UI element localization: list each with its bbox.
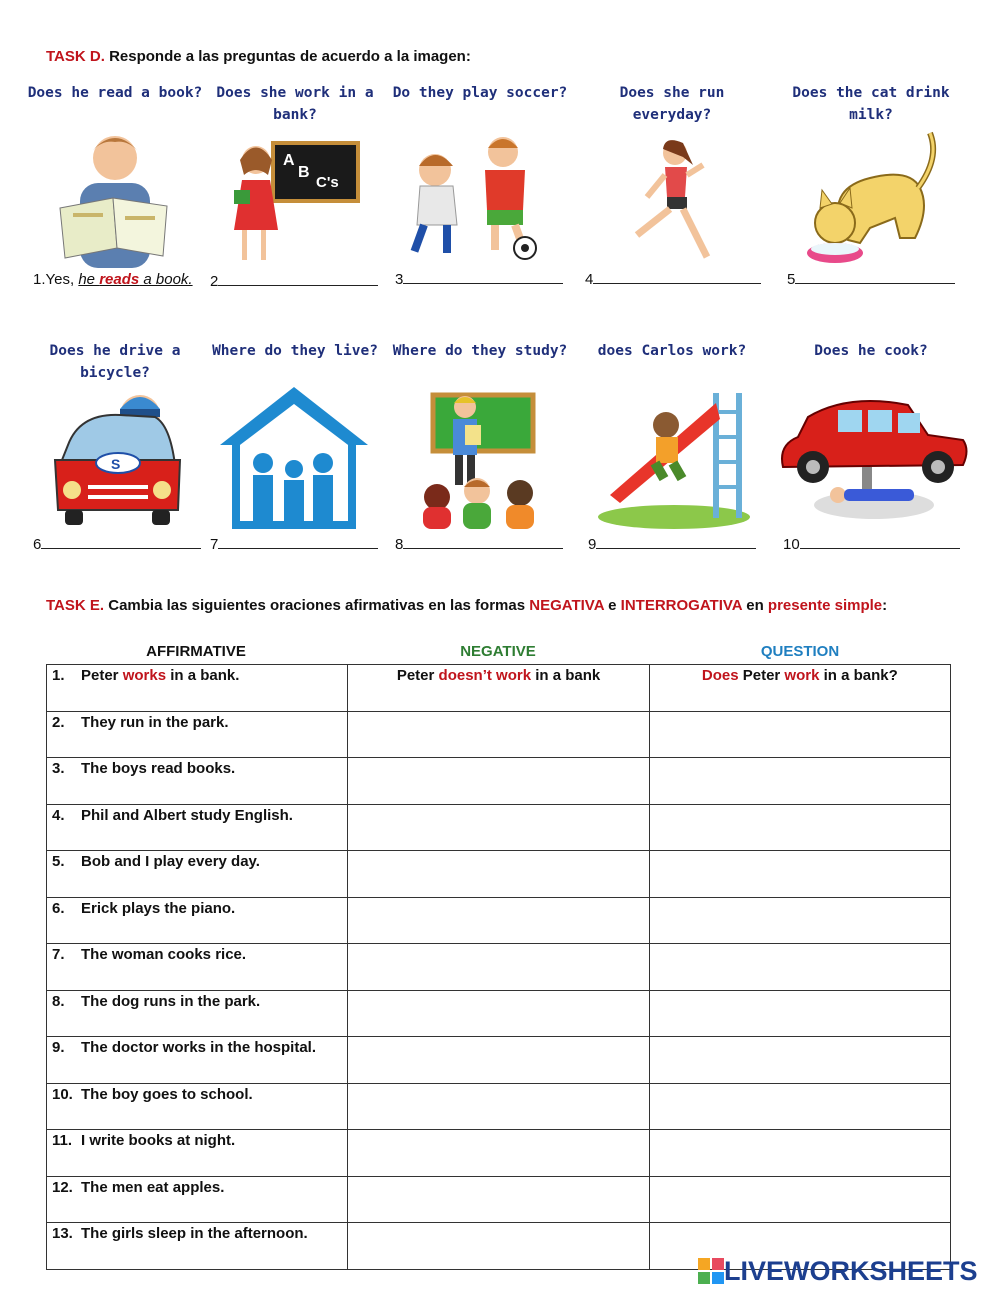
answer-10-line[interactable]	[800, 536, 960, 549]
affirmative-sentence: The woman cooks rice.	[81, 946, 247, 963]
answer-2[interactable]	[210, 273, 378, 290]
question-9: does Carlos work?	[597, 343, 747, 359]
car-driver-icon	[50, 385, 185, 530]
affirmative-cell	[47, 1223, 348, 1270]
runner-icon	[625, 135, 725, 270]
affirmative-sentence: The boy goes to school.	[81, 1085, 253, 1103]
table-row	[47, 758, 951, 805]
row-number: 1.	[52, 667, 65, 684]
negative-answer-cell[interactable]	[348, 851, 649, 898]
liveworksheets-logo-text: LIVEWORKSHEETS	[724, 1255, 978, 1286]
affirmative-cell	[47, 990, 348, 1037]
row-number: 11.	[52, 1132, 73, 1149]
task-e-word-negative: NEGATIVA	[529, 597, 604, 614]
row-number: 12.	[52, 1178, 73, 1196]
answer-3-line[interactable]	[403, 271, 563, 284]
answer-8-num: 8	[395, 536, 404, 553]
negative-answer-cell[interactable]	[348, 1083, 649, 1130]
affirmative-sentence: Bob and I play every day.	[81, 853, 260, 870]
answer-7-line[interactable]	[218, 536, 378, 549]
liveworksheets-logo-icon	[698, 1258, 724, 1284]
answer-4[interactable]	[585, 271, 761, 288]
question-answer-cell[interactable]	[649, 711, 950, 758]
example-neg-post: in a bank	[531, 667, 601, 684]
slide-icon	[598, 385, 750, 530]
example-neg-verb: doesn’t work	[438, 667, 532, 684]
affirmative-sentence: The doctor works in the hospital.	[81, 1039, 317, 1056]
svg-text:S: S	[111, 456, 121, 472]
affirmative-sentence: They run in the park.	[81, 713, 229, 731]
example-q-does: Does	[701, 667, 739, 684]
question-1: Does he read a book?	[27, 85, 203, 101]
answer-9-line[interactable]	[596, 536, 756, 549]
answer-1-pre: he	[78, 271, 100, 288]
soccer-kids-icon	[395, 130, 555, 265]
header-negative: NEGATIVE	[460, 643, 536, 660]
cat-drinking-icon	[800, 128, 945, 273]
question-answer-cell[interactable]	[649, 990, 950, 1037]
house-family-icon	[218, 385, 370, 530]
question-answer-cell[interactable]	[649, 1083, 950, 1130]
row-number: 7.	[52, 946, 65, 963]
question-3: Do they play soccer?	[392, 85, 568, 101]
answer-1-num: 1.	[33, 271, 46, 288]
question-8: Where do they study?	[392, 343, 568, 359]
table-row	[47, 711, 951, 758]
affirmative-sentence: Erick plays the piano.	[81, 899, 236, 917]
affirmative-cell	[47, 897, 348, 944]
answer-7-num: 7	[210, 536, 219, 553]
negative-answer-cell[interactable]	[348, 758, 649, 805]
table-row	[47, 1037, 951, 1084]
answer-9[interactable]	[588, 536, 756, 553]
answer-7[interactable]	[210, 536, 378, 553]
table-row	[47, 944, 951, 991]
answer-9-num: 9	[588, 536, 597, 553]
answer-1-post: a book.	[139, 271, 193, 288]
question-answer-cell[interactable]	[649, 804, 950, 851]
row-number: 5.	[52, 853, 65, 870]
answer-1	[33, 271, 193, 288]
row-number: 4.	[52, 806, 65, 824]
negative-answer-cell[interactable]	[348, 1130, 649, 1177]
answer-5-line[interactable]	[795, 271, 955, 284]
example-aff-post: in a bank.	[166, 667, 240, 684]
task-e-word-tense: presente simple	[767, 597, 883, 614]
row-number: 8.	[52, 992, 65, 1010]
teacher-icon	[228, 135, 363, 270]
example-q-verb: work	[784, 667, 820, 684]
answer-8-line[interactable]	[403, 536, 563, 549]
task-e-word-interrogative: INTERROGATIVA	[620, 597, 743, 614]
answer-1-verb: reads	[99, 271, 140, 288]
answer-6-line[interactable]	[41, 536, 201, 549]
negative-answer-cell[interactable]	[348, 711, 649, 758]
mechanic-car-icon	[778, 395, 970, 525]
negative-answer-cell[interactable]	[348, 990, 649, 1037]
answer-10[interactable]	[783, 536, 960, 553]
question-6: Does he drive a bicycle?	[49, 343, 181, 381]
classroom-icon	[415, 385, 550, 530]
answer-4-num: 4	[585, 271, 594, 288]
question-7: Where do they live?	[212, 343, 378, 359]
svg-text:A: A	[283, 152, 295, 169]
task-e-title	[46, 597, 887, 614]
row-number: 2.	[52, 713, 65, 731]
answer-3-num: 3	[395, 271, 404, 288]
affirmative-cell	[47, 758, 348, 805]
man-reading-icon	[55, 128, 175, 268]
question-2: Does she work in a bank?	[216, 85, 374, 123]
question-answer-cell[interactable]	[649, 897, 950, 944]
affirmative-sentence: I write books at night.	[81, 1132, 236, 1149]
row-number: 13.	[52, 1225, 73, 1242]
task-e-instruction-2: e	[603, 597, 621, 614]
example-q-mid: Peter	[738, 667, 785, 684]
table-row	[47, 804, 951, 851]
svg-text:B: B	[298, 164, 310, 181]
affirmative-cell	[47, 1130, 348, 1177]
negative-answer-cell[interactable]	[348, 1037, 649, 1084]
task-e-label: TASK E.	[46, 597, 105, 614]
affirmative-cell	[47, 1037, 348, 1084]
question-answer-cell[interactable]	[649, 1037, 950, 1084]
answer-10-num: 10	[783, 536, 800, 553]
question-answer-cell[interactable]	[649, 944, 950, 991]
example-neg-pre: Peter	[396, 667, 439, 684]
example-negative	[348, 665, 649, 712]
header-affirmative: AFFIRMATIVE	[146, 643, 246, 660]
affirmative-sentence: The dog runs in the park.	[81, 992, 261, 1010]
task-e-instruction-1: Cambia las siguientes oraciones afirmativas en las formas	[108, 597, 530, 614]
affirmative-cell	[47, 711, 348, 758]
negative-answer-cell[interactable]	[348, 1223, 649, 1270]
answer-2-line[interactable]	[218, 273, 378, 286]
answer-6[interactable]	[33, 536, 201, 553]
affirmative-cell	[47, 1083, 348, 1130]
affirmative-cell	[47, 1176, 348, 1223]
table-row	[47, 851, 951, 898]
question-4: Does she run everyday?	[619, 85, 725, 123]
task-d-instruction: Responde a las preguntas de acuerdo a la imagen:	[109, 48, 471, 65]
negative-answer-cell[interactable]	[348, 944, 649, 991]
affirmative-cell	[47, 944, 348, 991]
answer-2-num: 2	[210, 273, 219, 290]
example-question	[649, 665, 950, 712]
table-row	[47, 1130, 951, 1177]
task-d-title	[46, 48, 471, 65]
answer-1-prefix: Yes,	[45, 271, 79, 288]
answer-8[interactable]	[395, 536, 563, 553]
answer-3[interactable]	[395, 271, 563, 288]
answer-6-num: 6	[33, 536, 42, 553]
svg-text:C's: C's	[316, 174, 339, 191]
question-10: Does he cook?	[814, 343, 928, 359]
negative-answer-cell[interactable]	[348, 897, 649, 944]
row-number: 6.	[52, 899, 65, 917]
affirmative-cell	[47, 851, 348, 898]
task-e-instruction-4: :	[882, 597, 888, 614]
answer-5[interactable]	[787, 271, 955, 288]
affirmative-cell	[47, 804, 348, 851]
exercise-table	[46, 664, 951, 1270]
question-5: Does the cat drink milk?	[792, 85, 950, 123]
table-row	[47, 1176, 951, 1223]
affirmative-sentence: The boys read books.	[81, 760, 236, 777]
answer-5-num: 5	[787, 271, 796, 288]
row-number: 10.	[52, 1085, 73, 1103]
question-answer-cell[interactable]	[649, 851, 950, 898]
row-number: 3.	[52, 760, 65, 777]
header-question: QUESTION	[760, 643, 840, 660]
negative-answer-cell[interactable]	[348, 1176, 649, 1223]
table-row-example	[47, 665, 951, 712]
affirmative-sentence: The men eat apples.	[81, 1178, 225, 1196]
row-number: 9.	[52, 1039, 65, 1056]
affirmative-sentence: Phil and Albert study English.	[81, 806, 293, 824]
answer-1-example	[78, 271, 192, 288]
task-e-instruction-3: en	[742, 597, 768, 614]
answer-4-line[interactable]	[593, 271, 761, 284]
question-answer-cell[interactable]	[649, 1130, 950, 1177]
negative-answer-cell[interactable]	[348, 804, 649, 851]
liveworksheets-logo	[698, 1255, 978, 1287]
example-q-post: in a bank?	[819, 667, 898, 684]
table-row	[47, 1083, 951, 1130]
example-aff-pre: Peter	[81, 667, 123, 684]
table-row	[47, 897, 951, 944]
question-answer-cell[interactable]	[649, 758, 950, 805]
task-d-label: TASK D.	[46, 48, 105, 65]
table-row	[47, 990, 951, 1037]
question-answer-cell[interactable]	[649, 1176, 950, 1223]
example-aff-verb: works	[122, 667, 167, 684]
example-affirmative	[47, 665, 348, 712]
affirmative-sentence: The girls sleep in the afternoon.	[81, 1225, 308, 1242]
